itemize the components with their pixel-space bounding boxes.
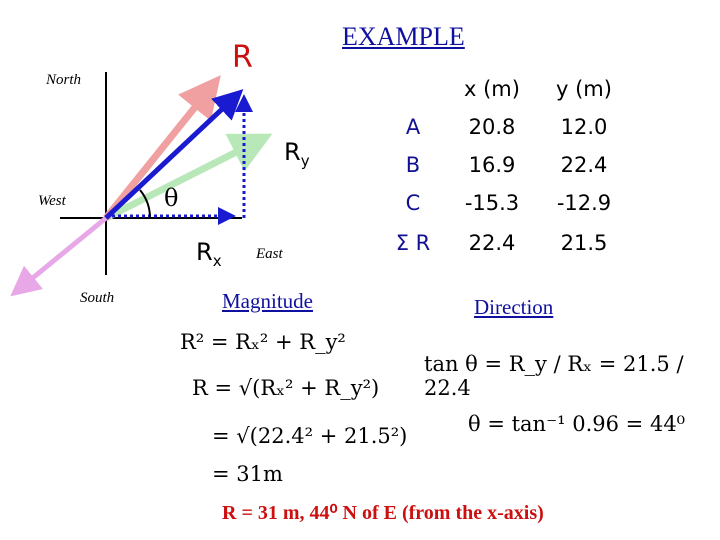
- table-row: [380, 184, 630, 222]
- magnitude-equation-2: R = √(Rₓ² + R_y²): [192, 376, 380, 400]
- table-row: [380, 108, 630, 146]
- magnitude-result: = 31m: [212, 462, 283, 486]
- direction-equation-1: tan θ = R_y / Rₓ = 21.5 / 22.4: [424, 352, 684, 400]
- rx-label: $R_x$: [196, 238, 222, 270]
- sum-x-value: 22.4: [468, 231, 516, 255]
- vector-b-arrow: [106, 86, 212, 218]
- magnitude-equation-1: R² = Rₓ² + R_y²: [180, 330, 346, 354]
- header-cell: y (m): [556, 77, 612, 101]
- west-label: West: [38, 193, 66, 209]
- table-row: [380, 146, 630, 184]
- y-value: -12.9: [556, 191, 612, 215]
- sum-y-value: 21.5: [560, 231, 608, 255]
- vector-c-arrow: [18, 218, 106, 290]
- header-cell: x (m): [464, 77, 520, 101]
- y-value: 22.4: [560, 153, 608, 177]
- x-value: 20.8: [468, 115, 516, 139]
- direction-heading: Direction: [474, 295, 554, 319]
- east-label: East: [256, 246, 283, 262]
- y-value: 12.0: [560, 115, 608, 139]
- table-sum-row: [380, 222, 630, 264]
- row-label: B: [405, 153, 421, 177]
- x-value: -15.3: [464, 191, 520, 215]
- sum-label: Σ R: [395, 231, 431, 255]
- final-answer: R = 31 m, 44⁰ N of E (from the x-axis): [222, 502, 544, 524]
- vector-a-arrow: [106, 140, 260, 218]
- magnitude-equation-3: = √(22.4² + 21.5²): [212, 424, 408, 448]
- north-label: North: [46, 72, 82, 88]
- page-title: EXAMPLE: [342, 22, 465, 51]
- row-label: A: [405, 115, 421, 139]
- x-value: 16.9: [468, 153, 516, 177]
- angle-theta-label: θ: [164, 184, 179, 212]
- direction-equation-2: θ = tan⁻¹ 0.96 = 44⁰: [468, 412, 686, 436]
- header-cell: [380, 70, 446, 108]
- south-label: South: [80, 290, 115, 306]
- magnitude-heading: Magnitude: [222, 289, 313, 313]
- ry-label: $R_y$: [284, 138, 310, 170]
- table-header-row: [380, 70, 630, 108]
- components-table: [380, 70, 630, 264]
- row-label: C: [405, 191, 421, 215]
- resultant-label: R: [232, 40, 253, 75]
